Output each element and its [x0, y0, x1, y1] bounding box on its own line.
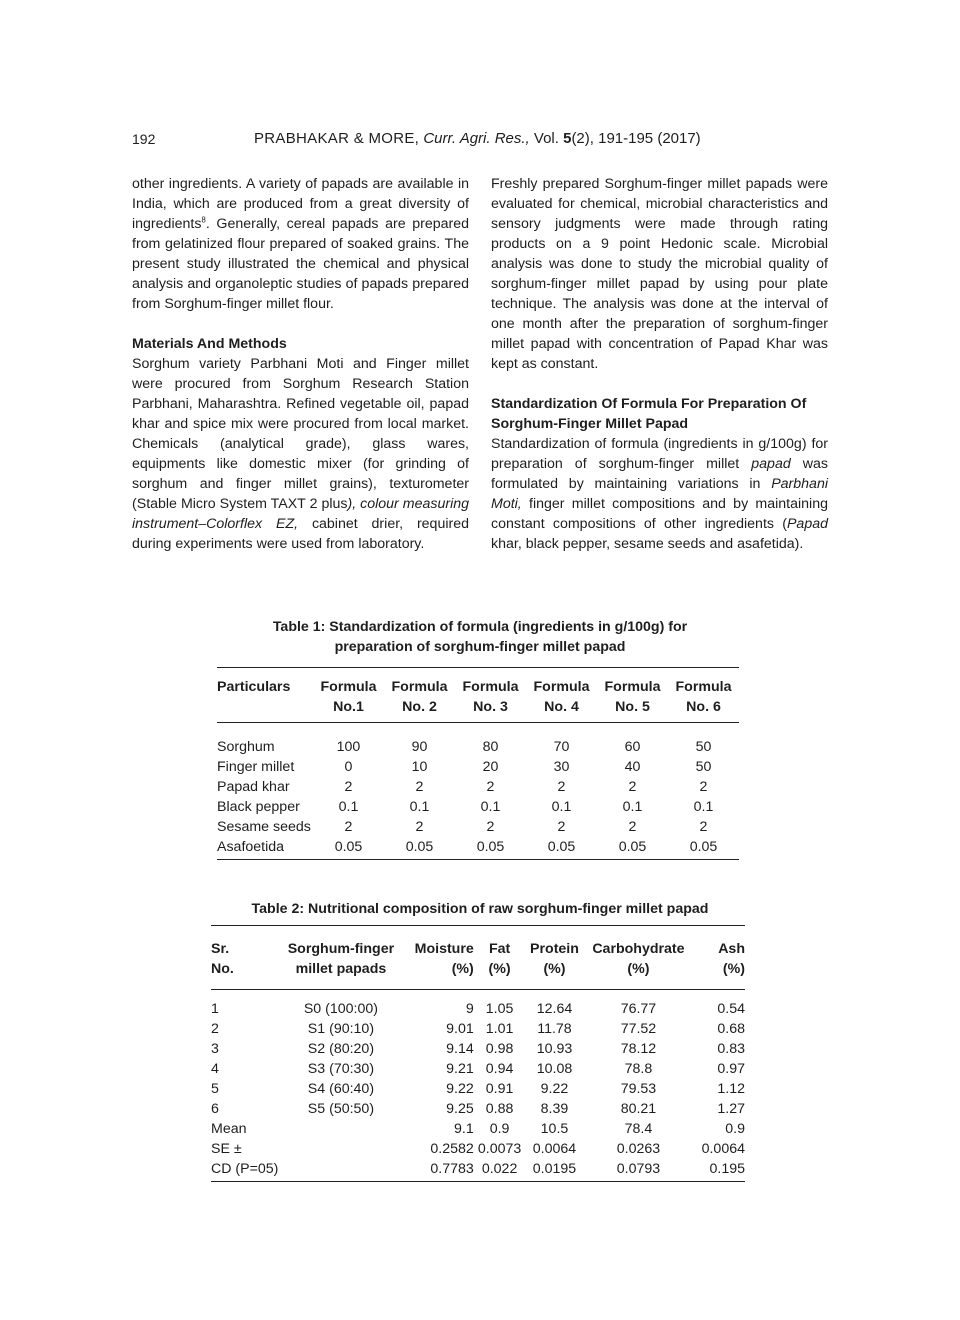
std-text-d: Parbhani Moti, — [491, 476, 828, 512]
standardization-paragraph — [491, 434, 828, 554]
t1-header-cell: Formula — [675, 679, 732, 695]
methods-text-a: Sorghum variety Parbhani Moti and Finger millet were procured from Sorghum Research Station Parbhani, Maharashtra. Refined vegetable oil, papad khar and spice mix were procured from local market. Chemicals (analytical grade), glass wares, equipments like domestic mixer (for grinding of sorghum and finger millet grains), texturometer (Stable Micro System TAXT 2 plus — [132, 356, 469, 512]
table-cell: 78.8 — [624, 1061, 653, 1077]
table-cell: 0.05 — [547, 839, 576, 855]
t2-header-cell: Sr. — [211, 941, 230, 957]
table-cell: Sesame seeds — [217, 819, 311, 835]
table-cell: 0.7783 — [430, 1161, 474, 1177]
table-cell: S5 (50:50) — [307, 1101, 375, 1117]
t2-header-cell: (%) — [693, 959, 745, 990]
methods-text-b: ), colour measuring instrument–Colorflex — [132, 496, 470, 532]
table-cell — [278, 1159, 403, 1182]
intro-paragraph — [132, 174, 469, 314]
table-cell: 0 — [344, 759, 353, 775]
table-cell: 80 — [482, 739, 499, 755]
table1-formula — [217, 667, 739, 860]
table-cell: 2 — [415, 779, 424, 795]
table-cell: S0 (100:00) — [303, 1001, 378, 1017]
t1-header-cell: No. 4 — [526, 697, 597, 723]
table-row — [217, 817, 739, 837]
std-text-c: was formulated by maintaining variations in — [491, 456, 829, 492]
table-row — [217, 757, 739, 777]
table-cell: 0.1 — [409, 799, 430, 815]
table-cell: 2 — [415, 819, 424, 835]
table-cell: 50 — [695, 759, 712, 775]
table-cell: 2 — [486, 779, 495, 795]
table2-caption: Table 2: Nutritional composition of raw sorghum-finger millet papad — [251, 901, 709, 917]
table-cell: 3 — [211, 1041, 219, 1057]
table-cell: 2 — [486, 819, 495, 835]
table-cell: 70 — [553, 739, 570, 755]
table-cell: 20 — [482, 759, 499, 775]
evaluation-paragraph: Freshly prepared Sorghum-finger millet papads were evaluated for chemical, microbial characteristics and sensory judgments were made through rating products on a 9 point Hedonic scale. Microbial analysis was done to study the microbial quality of sorghum-finger millet papad by using pour plate technique. The analysis was done at the interval of one month after the preparation of sorghum-finger millet papad with concentration of Papad Khar was kept as constant. — [491, 176, 828, 372]
table-cell: 0.1 — [480, 799, 501, 815]
table-cell: Sorghum — [217, 739, 275, 755]
methods-paragraph — [132, 354, 469, 554]
table-cell: S2 (80:20) — [307, 1041, 375, 1057]
table-cell: 2 — [344, 779, 353, 795]
table-cell: 1.12 — [717, 1081, 745, 1097]
t1-header-cell: Formula — [604, 679, 661, 695]
running-head — [254, 130, 701, 147]
table-cell: 1.27 — [717, 1101, 745, 1117]
table-row — [211, 1019, 745, 1039]
table-cell: 0.83 — [717, 1041, 745, 1057]
table-cell: 0.94 — [485, 1061, 514, 1077]
table-cell: S1 (90:10) — [307, 1021, 375, 1037]
table-cell: 0.022 — [481, 1161, 518, 1177]
t2-header-cell: (%) — [584, 959, 694, 990]
table-cell: Mean — [211, 1121, 247, 1137]
table1-caption-line1: Table 1: Standardization of formula (ingredients in g/100g) for — [272, 619, 688, 635]
std-text-b: papad — [751, 456, 791, 472]
table-cell: 2 — [699, 819, 708, 835]
table-cell: 60 — [624, 739, 641, 755]
table-cell: 1.01 — [485, 1021, 514, 1037]
t1-header-cell: No. 5 — [597, 697, 668, 723]
table-row — [211, 1119, 745, 1139]
table-cell: 0.2582 — [430, 1141, 474, 1157]
table-cell: 9.25 — [446, 1101, 474, 1117]
t1-header-cell: Formula — [320, 679, 377, 695]
table1-caption — [132, 617, 828, 657]
t2-header-cell: (%) — [403, 959, 473, 990]
t2-header-cell: No. — [211, 959, 278, 990]
table-cell: 6 — [211, 1101, 219, 1117]
table2-nutrition — [211, 925, 745, 1182]
page-number: 192 — [132, 131, 156, 147]
t1-header-cell — [217, 697, 313, 723]
header-vol-num: 5 — [563, 130, 572, 147]
table-cell: 0.05 — [689, 839, 718, 855]
table-cell: 2 — [699, 779, 708, 795]
table-cell: 9 — [465, 1001, 474, 1017]
table-row — [211, 990, 745, 1020]
table-cell: 2 — [628, 779, 637, 795]
t2-header-cell: Ash — [718, 941, 745, 957]
table-row — [211, 1039, 745, 1059]
right-column — [491, 174, 828, 554]
table-cell: 100 — [336, 739, 361, 755]
t1-header-cell: Formula — [391, 679, 448, 695]
table-row — [217, 837, 739, 860]
table-cell: 0.0073 — [477, 1141, 522, 1157]
table-cell: 80.21 — [620, 1101, 657, 1117]
table-cell: Finger millet — [217, 759, 295, 775]
table-cell: 10 — [411, 759, 428, 775]
table-cell: 0.1 — [693, 799, 714, 815]
table-cell: Asafoetida — [217, 839, 285, 855]
table-cell: 40 — [624, 759, 641, 775]
t2-header-cell: Carbohydrate — [592, 941, 685, 957]
table-cell: 10.93 — [536, 1041, 573, 1057]
table-row — [211, 1139, 745, 1159]
t2-header-cell: (%) — [525, 959, 583, 990]
table-cell: 50 — [695, 739, 712, 755]
std-text-e: finger millet compositions and by maintaining constant compositions of other ingredients ( — [491, 496, 828, 532]
table-cell: 0.0195 — [532, 1161, 577, 1177]
table-cell: Black pepper — [217, 799, 300, 815]
methods-text-d: cabinet drier, required during experiments were used from laboratory. — [132, 516, 469, 552]
t1-header-cell: No. 6 — [668, 697, 739, 723]
table-cell: S4 (60:40) — [307, 1081, 375, 1097]
table-cell: 2 — [557, 819, 566, 835]
table-cell — [278, 1119, 403, 1139]
table-cell: 0.88 — [485, 1101, 514, 1117]
table-row — [211, 1159, 745, 1182]
header-vol-prefix: Vol. — [533, 130, 559, 147]
table-row — [217, 777, 739, 797]
table-cell: 4 — [211, 1061, 219, 1077]
table-cell: 2 — [211, 1021, 219, 1037]
table-cell: 10.5 — [540, 1121, 569, 1137]
table-cell: 30 — [553, 759, 570, 775]
table-cell: SE ± — [211, 1141, 242, 1157]
std-text-a: Standardization of formula (ingredients in g/100g) for preparation of sorghum-finger millet — [491, 436, 828, 472]
table-cell: 2 — [628, 819, 637, 835]
table-cell: 11.78 — [537, 1021, 572, 1037]
t2-header-cell: Protein — [530, 941, 579, 957]
table-cell: 0.05 — [334, 839, 363, 855]
table-cell: 0.9 — [489, 1121, 510, 1137]
table1-body — [217, 723, 739, 860]
table-cell: 0.1 — [338, 799, 359, 815]
intro-text-rest: . Generally, cereal papads are prepared from gelatinized flour prepared of soaked grains. The present study illustrated the chemical and physical analysis and organoleptic studies of papads prepared from Sorghum-finger millet flour. — [132, 216, 469, 312]
table-cell: 78.12 — [620, 1041, 657, 1057]
methods-text-c: EZ, — [275, 516, 299, 532]
table-cell: 0.0793 — [616, 1161, 661, 1177]
t1-header-cell: No. 2 — [384, 697, 455, 723]
table-cell: 0.1 — [622, 799, 643, 815]
table-row — [211, 1079, 745, 1099]
t2-header-cell: (%) — [474, 959, 526, 990]
table-cell: 78.4 — [624, 1121, 653, 1137]
t2-header-cell: millet papads — [278, 959, 403, 990]
table-cell: 79.53 — [620, 1081, 657, 1097]
table-cell: 0.1 — [551, 799, 572, 815]
table-cell — [278, 1139, 403, 1159]
std-text-g: khar, black pepper, sesame seeds and asafetida). — [491, 536, 804, 552]
t2-header-cell: Moisture — [414, 941, 474, 957]
t2-header-cell: Sorghum-finger — [287, 941, 395, 957]
t1-header-cell: Formula — [533, 679, 590, 695]
table-cell: 90 — [411, 739, 428, 755]
table-cell: CD (P=05) — [211, 1161, 279, 1177]
table-cell: 0.68 — [717, 1021, 745, 1037]
table-cell: 1 — [211, 1001, 219, 1017]
table-cell: 1.05 — [485, 1001, 514, 1017]
running-header — [132, 128, 828, 152]
table-row — [211, 1059, 745, 1079]
table-cell: Papad khar — [217, 779, 290, 795]
table-cell: 0.05 — [476, 839, 505, 855]
left-column — [132, 174, 469, 554]
t1-header-cell: No.1 — [313, 697, 384, 723]
table-cell: S3 (70:30) — [307, 1061, 375, 1077]
table-row — [217, 797, 739, 817]
table-cell: 0.05 — [405, 839, 434, 855]
section-heading-standardization: Standardization Of Formula For Preparation Of Sorghum-Finger Millet Papad — [491, 396, 807, 432]
table-cell: 9.21 — [446, 1061, 474, 1077]
table-cell: 9.22 — [540, 1081, 569, 1097]
table-cell: 12.64 — [536, 1001, 573, 1017]
table-cell: 0.195 — [709, 1161, 745, 1177]
table-cell: 0.54 — [717, 1001, 745, 1017]
citation-sup: 8 — [201, 215, 206, 225]
table-cell: 2 — [344, 819, 353, 835]
table-cell: 0.98 — [485, 1041, 514, 1057]
table-cell: 2 — [557, 779, 566, 795]
table-cell: 76.77 — [620, 1001, 657, 1017]
table-cell: 0.05 — [618, 839, 647, 855]
header-vol-rest: (2), 191-195 (2017) — [571, 130, 701, 147]
table-cell: 5 — [211, 1081, 219, 1097]
t1-header-cell: Particulars — [217, 679, 291, 695]
header-authors: PRABHAKAR & MORE, — [254, 130, 420, 147]
table-cell: 0.91 — [485, 1081, 514, 1097]
section-heading-methods: Materials And Methods — [132, 336, 287, 352]
table-cell: 10.08 — [536, 1061, 573, 1077]
std-text-f: Papad — [786, 516, 828, 532]
table-cell: 9.1 — [454, 1121, 474, 1137]
table-cell: 0.0064 — [701, 1141, 745, 1157]
intro-text: other ingredients. A variety of papads are available in India, which are produced from a great diversity of ingredients — [132, 176, 469, 232]
table-cell: 8.39 — [540, 1101, 569, 1117]
t1-header-cell: No. 3 — [455, 697, 526, 723]
table-cell: 0.0263 — [616, 1141, 661, 1157]
table-cell: 0.0064 — [532, 1141, 577, 1157]
table-row — [211, 1099, 745, 1119]
t1-header-cell: Formula — [462, 679, 519, 695]
table-cell: 9.22 — [446, 1081, 474, 1097]
table-cell: 0.97 — [717, 1061, 745, 1077]
header-journal: Curr. Agri. Res., — [423, 130, 530, 147]
table2-body — [211, 990, 745, 1182]
table-cell: 77.52 — [620, 1021, 657, 1037]
table-cell: 9.14 — [446, 1041, 474, 1057]
table-cell: 0.9 — [725, 1121, 745, 1137]
t2-header-cell: Fat — [488, 941, 511, 957]
table1-caption-line2: preparation of sorghum-finger millet papad — [334, 639, 626, 655]
table-cell: 9.01 — [446, 1021, 474, 1037]
table-row — [217, 723, 739, 758]
